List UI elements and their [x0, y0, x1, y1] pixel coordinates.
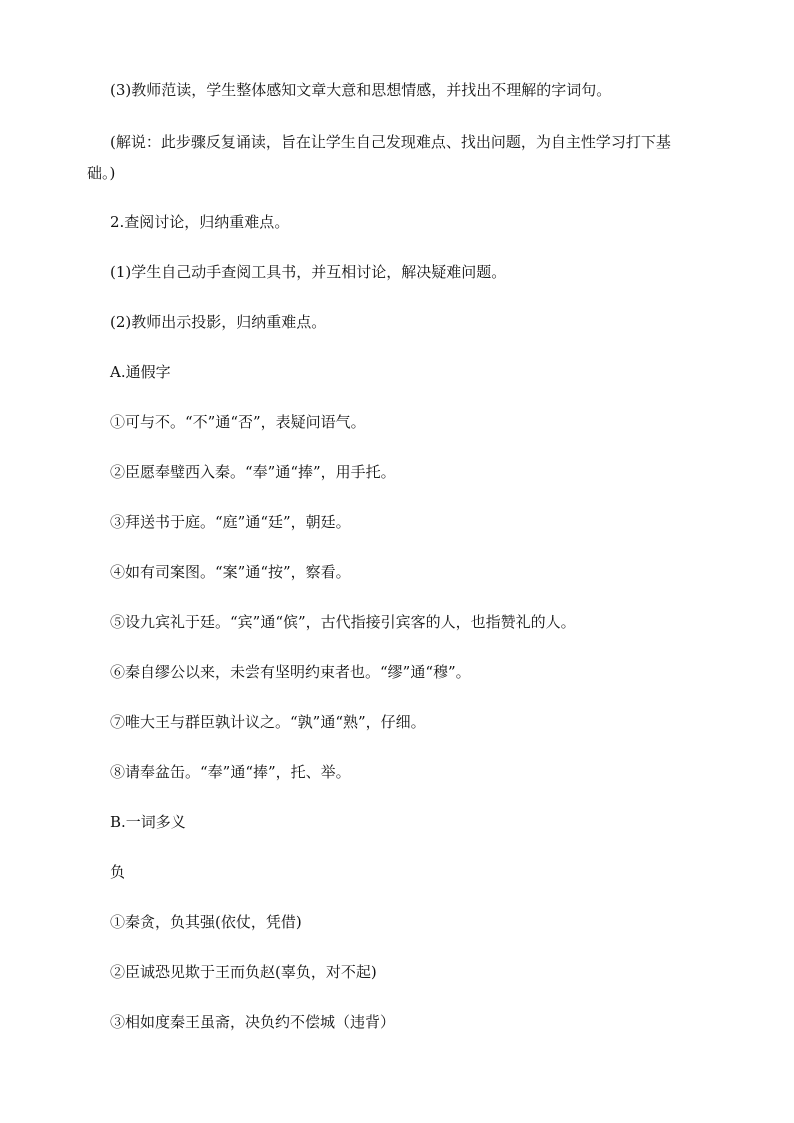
paragraph-teacher-reading: (3)教师范读，学生整体感知文章大意和思想情感，并找出不理解的字词句。 [110, 81, 612, 99]
paragraph-explanation: (解说：此步骤反复诵读，旨在让学生自己发现难点、找出问题，为自主性学习打下基 [110, 133, 671, 151]
subsection-heading-tongjiazi: A.通假字 [110, 363, 171, 381]
list-item: ②臣诚恐见欺于王而负赵(辜负，对不起) [110, 963, 377, 981]
list-item: ③相如度秦王虽斋，决负约不偿城（违背） [110, 1013, 396, 1031]
list-item: ②臣愿奉璧西入秦。“奉”通“捧”，用手托。 [110, 463, 396, 481]
paragraph-explanation-continued: 础。) [87, 164, 116, 182]
list-item: ⑤设九宾礼于廷。“宾”通“傧”，古代指接引宾客的人，也指赞礼的人。 [110, 613, 576, 631]
list-item: ①可与不。“不”通“否”，表疑问语气。 [110, 413, 366, 431]
list-item: ④如有司案图。“案”通“按”，察看。 [110, 563, 351, 581]
list-item: ⑧请奉盆缶。“奉”通“捧”，托、举。 [110, 763, 351, 781]
list-item: ③拜送书于庭。“庭”通“廷”，朝廷。 [110, 513, 351, 531]
list-item: ①秦贪，负其强(依仗，凭借) [110, 913, 302, 931]
paragraph-student-lookup: (1)学生自己动手查阅工具书，并互相讨论，解决疑难问题。 [110, 263, 507, 281]
list-item: ⑥秦自缪公以来，未尝有坚明约束者也。“缪”通“穆”。 [110, 663, 471, 681]
section-heading-discussion: 2.查阅讨论，归纳重难点。 [110, 213, 290, 231]
list-item: ⑦唯大王与群臣孰计议之。“孰”通“熟”，仔细。 [110, 713, 426, 731]
subsection-heading-polysemy: B.一词多义 [110, 813, 186, 831]
word-heading-fu: 负 [110, 863, 126, 881]
paragraph-teacher-projection: (2)教师出示投影，归纳重难点。 [110, 313, 327, 331]
